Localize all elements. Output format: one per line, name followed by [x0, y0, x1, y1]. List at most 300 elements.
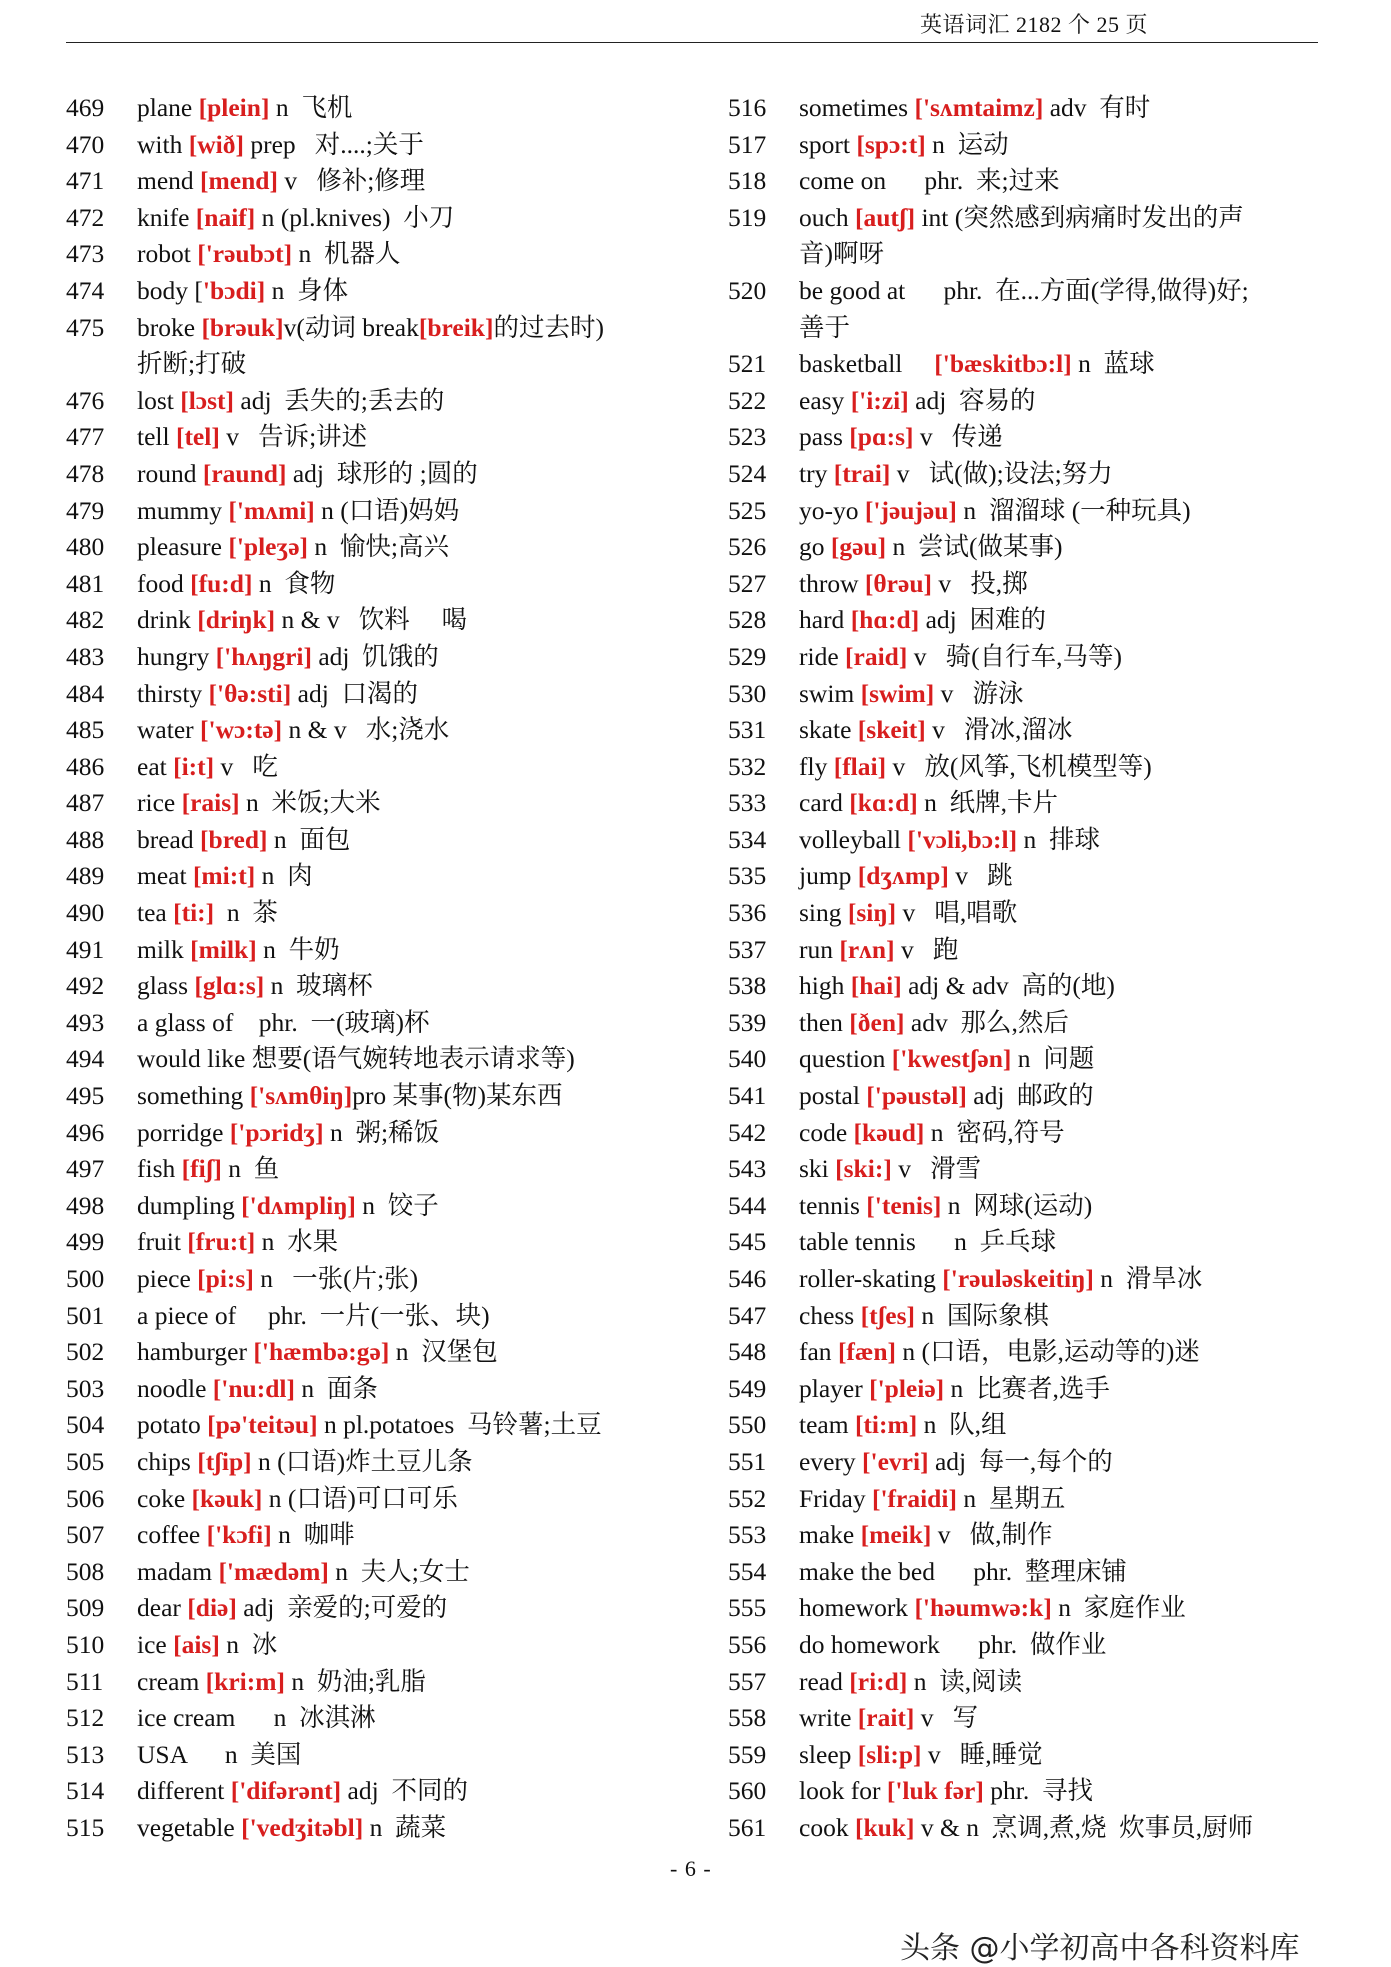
vocab-entry [66, 1151, 706, 1188]
entry-word: card [799, 788, 850, 818]
entry-word: team [799, 1410, 855, 1440]
entry-meaning: n 奶油;乳脂 [284, 1666, 426, 1696]
entry-body [137, 310, 706, 383]
entry-body [799, 163, 1368, 200]
entry-body [137, 1481, 706, 1518]
entry-word: would like 想要(语气婉转地表示请求等) [137, 1044, 575, 1074]
entry-word: yo-yo [799, 495, 865, 525]
entry-phonetic: [gəu] [830, 532, 887, 562]
entry-phonetic: [breik] [418, 312, 494, 342]
entry-body [799, 1041, 1368, 1078]
entry-body [799, 1444, 1368, 1481]
entry-meaning: v 骑(自行车,马等) [907, 641, 1122, 671]
vocab-entry [66, 1810, 706, 1847]
entry-meaning: phr. 寻找 [983, 1776, 1093, 1806]
entry-meaning: adv 那么,然后 [904, 1007, 1069, 1037]
vocab-entry [728, 566, 1368, 603]
entry-word: tea [137, 898, 174, 928]
vocab-entry [66, 1664, 706, 1701]
entry-word: roller-skating [799, 1264, 943, 1293]
entry-phonetic: [raid] [845, 641, 908, 671]
entry-word: fruit [137, 1227, 188, 1257]
entry-number: 525 [728, 495, 767, 525]
entry-meaning: adj 饥饿的 [311, 641, 439, 671]
entry-meaning: adj 困难的 [919, 605, 1046, 635]
entry-phonetic: [skeit] [857, 715, 926, 745]
entry-number: 507 [66, 1520, 105, 1550]
entry-word: sleep [799, 1739, 858, 1769]
vocab-entry [66, 932, 706, 969]
entry-body [137, 1371, 706, 1408]
entry-body [799, 127, 1368, 164]
entry-word: be good at phr. 在...方面(学得,做得)好; 善于 [799, 275, 1249, 342]
entry-body [799, 895, 1368, 932]
entry-phonetic: [glɑ:s] [194, 971, 265, 1001]
entry-body [137, 1554, 706, 1591]
entry-word: glass [137, 971, 195, 1001]
entry-word: easy [799, 385, 851, 415]
entry-word: sometimes [799, 93, 915, 122]
entry-phonetic: [spɔ:t] [856, 129, 926, 159]
entry-number: 505 [66, 1446, 105, 1476]
entry-word: volleyball [799, 824, 908, 854]
vocab-entry [728, 493, 1368, 530]
entry-phonetic: [ski:] [835, 1154, 892, 1184]
entry-word: plane [137, 93, 199, 122]
entry-number: 498 [66, 1190, 105, 1220]
entry-meaning: v 试(做);设法;努力 [890, 458, 1113, 488]
entry-body [799, 1517, 1368, 1554]
entry-word: high [799, 971, 851, 1001]
entry-number: 473 [66, 239, 105, 269]
entry-meaning: n 纸牌,卡片 [917, 788, 1059, 818]
entry-number: 520 [728, 275, 767, 305]
entry-phonetic: [ti:m] [854, 1410, 918, 1440]
entry-number: 484 [66, 678, 105, 708]
entry-body [799, 1554, 1368, 1591]
entry-meaning: n 咖啡 [271, 1520, 355, 1550]
entry-word: every [799, 1446, 863, 1476]
entry-meaning: adj 丢失的;丢去的 [234, 385, 445, 415]
entry-word: USA n 美国 [137, 1739, 302, 1769]
entry-meaning: pro 某事(物)某东西 [352, 1081, 563, 1111]
entry-meaning: n 玻璃杯 [264, 971, 373, 1001]
entry-phonetic: [pi:s] [197, 1264, 254, 1293]
entry-number: 480 [66, 532, 105, 562]
vocab-entry [66, 1517, 706, 1554]
entry-phonetic: ['rəuləskeitiŋ] [942, 1264, 1094, 1293]
entry-phonetic: ['dʌmpliŋ] [241, 1190, 356, 1220]
entry-meaning: v 跑 [894, 934, 959, 964]
entry-phonetic: [diə] [187, 1593, 237, 1623]
entry-number: 547 [728, 1300, 767, 1330]
entry-meaning: n 比赛者,选手 [944, 1373, 1110, 1403]
page-header-title: 英语词汇 2182 个 25 页 [920, 12, 1149, 37]
entry-number: 501 [66, 1300, 105, 1330]
entry-body [137, 493, 706, 530]
vocab-entry [728, 749, 1368, 786]
entry-meaning: n 食物 [252, 568, 336, 598]
entry-meaning: prep 对....;关于 [243, 129, 424, 159]
entry-phonetic: [kəud] [853, 1117, 925, 1147]
entry-meaning: v 睡,睡觉 [921, 1739, 1043, 1769]
entry-body [137, 1151, 706, 1188]
entry-phonetic: [fu:d] [190, 568, 253, 598]
entry-phonetic: [ðen] [849, 1007, 905, 1037]
vocab-entry [66, 127, 706, 164]
entry-word: drink [137, 605, 198, 635]
entry-number: 469 [66, 93, 105, 122]
entry-meaning: n 汉堡包 [389, 1337, 498, 1367]
vocab-entry [66, 1444, 706, 1481]
vocab-entry [66, 639, 706, 676]
entry-number: 472 [66, 202, 105, 232]
entry-word: throw [799, 568, 865, 598]
entry-meaning: n 夫人;女士 [328, 1556, 470, 1586]
entry-number: 554 [728, 1556, 767, 1586]
entry-meaning: v(动词 break [283, 312, 419, 342]
entry-phonetic: [rais] [181, 788, 240, 818]
entry-phonetic: ['hæmbə:gə] [253, 1337, 390, 1367]
entry-number: 523 [728, 422, 767, 452]
vocab-entry [66, 90, 706, 127]
entry-phonetic: ['mʌmi] [228, 495, 315, 525]
entry-meaning: adj 亲爱的;可爱的 [236, 1593, 448, 1623]
entry-meaning: n (口语，电影,运动等的)迷 [896, 1337, 1200, 1367]
entry-meaning: n 运动 [925, 129, 1009, 159]
entry-body [137, 1224, 706, 1261]
entry-body [799, 1371, 1368, 1408]
entry-word: different [137, 1776, 231, 1806]
entry-number: 519 [728, 202, 767, 232]
vocab-entry [728, 273, 1368, 346]
entry-body [799, 493, 1368, 530]
entry-number: 514 [66, 1776, 105, 1806]
entry-body [799, 1810, 1368, 1847]
entry-body [137, 1444, 706, 1481]
vocab-entry [66, 1737, 706, 1774]
entry-body [137, 968, 706, 1005]
entry-word: pass [799, 422, 850, 452]
entry-meaning: v 游泳 [934, 678, 1024, 708]
entry-word: rice [137, 788, 182, 818]
entry-number: 516 [728, 93, 767, 122]
entry-number: 512 [66, 1703, 105, 1733]
entry-meaning: v 吃 [214, 751, 278, 781]
entry-meaning: n 一张(片;张) [253, 1264, 419, 1293]
entry-body [799, 456, 1368, 493]
entry-meaning: n 家庭作业 [1051, 1593, 1186, 1623]
entry-phonetic: [kuk] [854, 1812, 915, 1842]
entry-word: mend [137, 166, 201, 196]
entry-phonetic: 'bɔdi] [202, 275, 266, 305]
entry-phonetic: [pɑ:s] [849, 422, 914, 452]
vocab-entry [66, 1188, 706, 1225]
entry-phonetic: [hai] [850, 971, 902, 1001]
entry-word: eat [137, 751, 174, 781]
entry-number: 556 [728, 1629, 767, 1659]
vocab-entry [728, 1334, 1368, 1371]
entry-body [137, 383, 706, 420]
entry-body [137, 676, 706, 713]
vocab-entry [728, 1298, 1368, 1335]
entry-meaning: n 肉 [255, 861, 313, 891]
entry-number: 508 [66, 1556, 105, 1586]
vocab-entry [728, 163, 1368, 200]
entry-number: 559 [728, 1739, 767, 1769]
entry-phonetic: ['pəustəl] [866, 1081, 967, 1111]
entry-body [799, 1627, 1368, 1664]
entry-body [799, 639, 1368, 676]
vocab-entry [728, 419, 1368, 456]
entry-word: jump [799, 861, 858, 891]
entry-meaning: adj 邮政的 [966, 1081, 1094, 1111]
entry-number: 494 [66, 1044, 105, 1074]
entry-meaning: n 滑旱冰 [1093, 1264, 1203, 1293]
entry-word: water [137, 715, 201, 745]
vocab-entry [728, 383, 1368, 420]
vocab-entry [66, 822, 706, 859]
entry-body [137, 1737, 706, 1774]
entry-body [137, 1261, 706, 1298]
entry-body [137, 1664, 706, 1701]
entry-phonetic: ['θə:sti] [208, 678, 292, 708]
entry-phonetic: ['pɔridʒ] [229, 1117, 324, 1147]
entry-body [137, 1298, 706, 1335]
entry-word: coke [137, 1483, 192, 1513]
entry-number: 510 [66, 1629, 105, 1659]
vocab-entry [728, 895, 1368, 932]
entry-meaning: adj 不同的 [341, 1776, 468, 1806]
entry-number: 553 [728, 1520, 767, 1550]
entry-body [799, 822, 1368, 859]
entry-word: fly [799, 751, 834, 781]
entry-number: 557 [728, 1666, 767, 1696]
entry-meaning: n 密码,符号 [924, 1117, 1065, 1147]
entry-body [137, 932, 706, 969]
entry-word: round [137, 458, 203, 488]
entry-word: basketball [799, 349, 935, 379]
vocab-entry [728, 1407, 1368, 1444]
entry-word: tennis [799, 1190, 867, 1220]
entry-word: a piece of phr. 一片(一张、块) [137, 1300, 490, 1330]
entry-word: make the bed phr. 整理床铺 [799, 1556, 1127, 1586]
entry-word: chess [799, 1300, 861, 1330]
entry-number: 486 [66, 751, 105, 781]
entry-meaning: n & v 水;浇水 [282, 715, 450, 745]
entry-word: coffee [137, 1520, 207, 1550]
entry-number: 477 [66, 422, 105, 452]
entry-word: potato [137, 1410, 208, 1440]
entry-number: 558 [728, 1703, 767, 1733]
entry-phonetic: [siŋ] [847, 898, 897, 928]
entry-number: 496 [66, 1117, 105, 1147]
entry-meaning: n 米饭;大米 [239, 788, 381, 818]
entry-body [799, 273, 1368, 346]
entry-phonetic: [fru:t] [187, 1227, 256, 1257]
entry-number: 506 [66, 1483, 105, 1513]
entry-body [799, 1590, 1368, 1627]
entry-number: 537 [728, 934, 767, 964]
vocab-entry [66, 968, 706, 1005]
entry-phonetic: [plein] [198, 93, 270, 122]
vocab-entry [66, 273, 706, 310]
entry-phonetic: [naif] [195, 202, 256, 232]
entry-meaning: n 读,阅读 [907, 1666, 1023, 1696]
entry-phonetic: ['vɔli,bɔ:l] [907, 824, 1018, 854]
entry-body [799, 1407, 1368, 1444]
vocab-entry [66, 1481, 706, 1518]
entry-body [137, 1188, 706, 1225]
vocab-entry [728, 1188, 1368, 1225]
entry-meaning: n 水果 [255, 1227, 339, 1257]
entry-word: something [137, 1081, 250, 1111]
entry-meaning: n 粥;稀饭 [323, 1117, 440, 1147]
entry-number: 534 [728, 824, 767, 854]
entry-meaning: v 传递 [913, 422, 1003, 452]
entry-number: 492 [66, 971, 105, 1001]
vocab-entry [66, 1078, 706, 1115]
entry-word: piece [137, 1264, 198, 1293]
entry-number: 495 [66, 1081, 105, 1111]
entry-number: 471 [66, 166, 105, 196]
entry-body [799, 200, 1368, 273]
entry-body [799, 1773, 1368, 1810]
entry-body [137, 90, 706, 127]
entry-phonetic: ['wɔ:tə] [200, 715, 283, 745]
entry-meaning: v 滑冰,溜冰 [925, 715, 1073, 745]
vocab-entry [728, 1700, 1368, 1737]
entry-number: 490 [66, 898, 105, 928]
entry-phonetic: [kəuk] [191, 1483, 263, 1513]
entry-word: with [137, 129, 189, 159]
entry-word: Friday [799, 1483, 872, 1513]
entry-body [137, 1334, 706, 1371]
entry-word: hungry [137, 641, 216, 671]
entry-word: a glass of phr. 一(玻璃)杯 [137, 1007, 430, 1037]
entry-body [137, 1005, 706, 1042]
entry-number: 517 [728, 129, 767, 159]
vocab-entry [66, 1627, 706, 1664]
entry-number: 533 [728, 788, 767, 818]
entry-meaning: n 牛奶 [256, 934, 340, 964]
entry-phonetic: [tʃes] [860, 1300, 916, 1330]
vocab-entry [66, 1261, 706, 1298]
entry-meaning: n 问题 [1011, 1044, 1095, 1074]
vocab-entry [728, 1005, 1368, 1042]
entry-phonetic: [sli:p] [857, 1739, 922, 1769]
vocab-entry [66, 1224, 706, 1261]
vocab-entry [728, 1224, 1368, 1261]
entry-number: 536 [728, 898, 767, 928]
watermark-text: 头条 @小学初高中各科资料库 [900, 1931, 1300, 1966]
entry-body [137, 858, 706, 895]
entry-word: bread [137, 824, 201, 854]
vocab-entry [728, 1554, 1368, 1591]
entry-body [799, 1151, 1368, 1188]
vocab-entry [66, 1005, 706, 1042]
entry-meaning: adj 每一,每个的 [928, 1446, 1113, 1476]
entry-word: swim [799, 678, 861, 708]
entry-number: 518 [728, 166, 767, 196]
entry-meaning: n 尝试(做某事) [886, 532, 1063, 562]
vocab-entry [728, 1371, 1368, 1408]
entry-phonetic: ['jəujəu] [864, 495, 957, 525]
entry-number: 550 [728, 1410, 767, 1440]
entry-meaning: v 告诉;讲述 [219, 422, 368, 452]
entry-meaning: v 滑雪 [891, 1154, 982, 1184]
entry-number: 479 [66, 495, 105, 525]
entry-phonetic: ['həumwə:k] [914, 1593, 1052, 1623]
entry-phonetic: [tel] [175, 422, 220, 452]
entry-phonetic: [mi:t] [192, 861, 256, 891]
entry-meaning: int (突然感到病痛时发出的声 音)啊呀 [799, 202, 1244, 269]
entry-word: read [799, 1666, 850, 1696]
entry-word: lost [137, 385, 181, 415]
entry-word: code [799, 1117, 854, 1147]
vocab-entry [66, 858, 706, 895]
entry-meaning: n 星期五 [956, 1483, 1066, 1513]
vocab-entry [66, 493, 706, 530]
entry-number: 543 [728, 1154, 767, 1184]
entry-body [137, 785, 706, 822]
entry-body [799, 968, 1368, 1005]
entry-word: broke [137, 312, 202, 342]
entry-word: body [ [137, 275, 203, 305]
vocab-entry [66, 1407, 706, 1444]
vocab-entry [66, 1298, 706, 1335]
entry-number: 515 [66, 1812, 105, 1842]
vocab-entry [66, 1773, 706, 1810]
entry-word: tell [137, 422, 176, 452]
entry-number: 544 [728, 1190, 767, 1220]
entry-body [137, 1627, 706, 1664]
entry-phonetic: ['vedʒitəbl] [241, 1812, 364, 1842]
header-divider [66, 42, 1318, 43]
entry-number: 475 [66, 312, 105, 342]
entry-word: milk [137, 934, 191, 964]
entry-word: ride [799, 641, 846, 671]
entry-meaning: n 饺子 [355, 1190, 439, 1220]
entry-word: food [137, 568, 191, 598]
entry-phonetic: ['sʌmtaimz] [914, 93, 1044, 122]
entry-number: 491 [66, 934, 105, 964]
entry-meaning: 的过去时) 折断;打破 [137, 312, 604, 379]
entry-word: meat [137, 861, 193, 891]
entry-meaning: v 放(风筝,飞机模型等) [886, 751, 1152, 781]
entry-word: sing [799, 898, 848, 928]
entry-number: 551 [728, 1446, 767, 1476]
entry-body [137, 163, 706, 200]
entry-number: 470 [66, 129, 105, 159]
vocab-entry [66, 163, 706, 200]
entry-word: table tennis n 乒乓球 [799, 1227, 1057, 1257]
entry-meaning: v 唱,唱歌 [896, 898, 1018, 928]
entry-number: 528 [728, 605, 767, 635]
entry-number: 560 [728, 1776, 767, 1806]
entry-body [799, 90, 1368, 127]
vocab-entry [66, 602, 706, 639]
entry-number: 502 [66, 1337, 105, 1367]
vocab-entry [66, 200, 706, 237]
entry-meaning: n 蓝球 [1071, 349, 1155, 379]
entry-body [799, 1005, 1368, 1042]
entry-word: hard [799, 605, 851, 635]
entry-number: 509 [66, 1593, 105, 1623]
entry-body [137, 236, 706, 273]
entry-phonetic: ['bæskitbɔ:l] [934, 349, 1072, 379]
entry-meaning: n 排球 [1017, 824, 1101, 854]
